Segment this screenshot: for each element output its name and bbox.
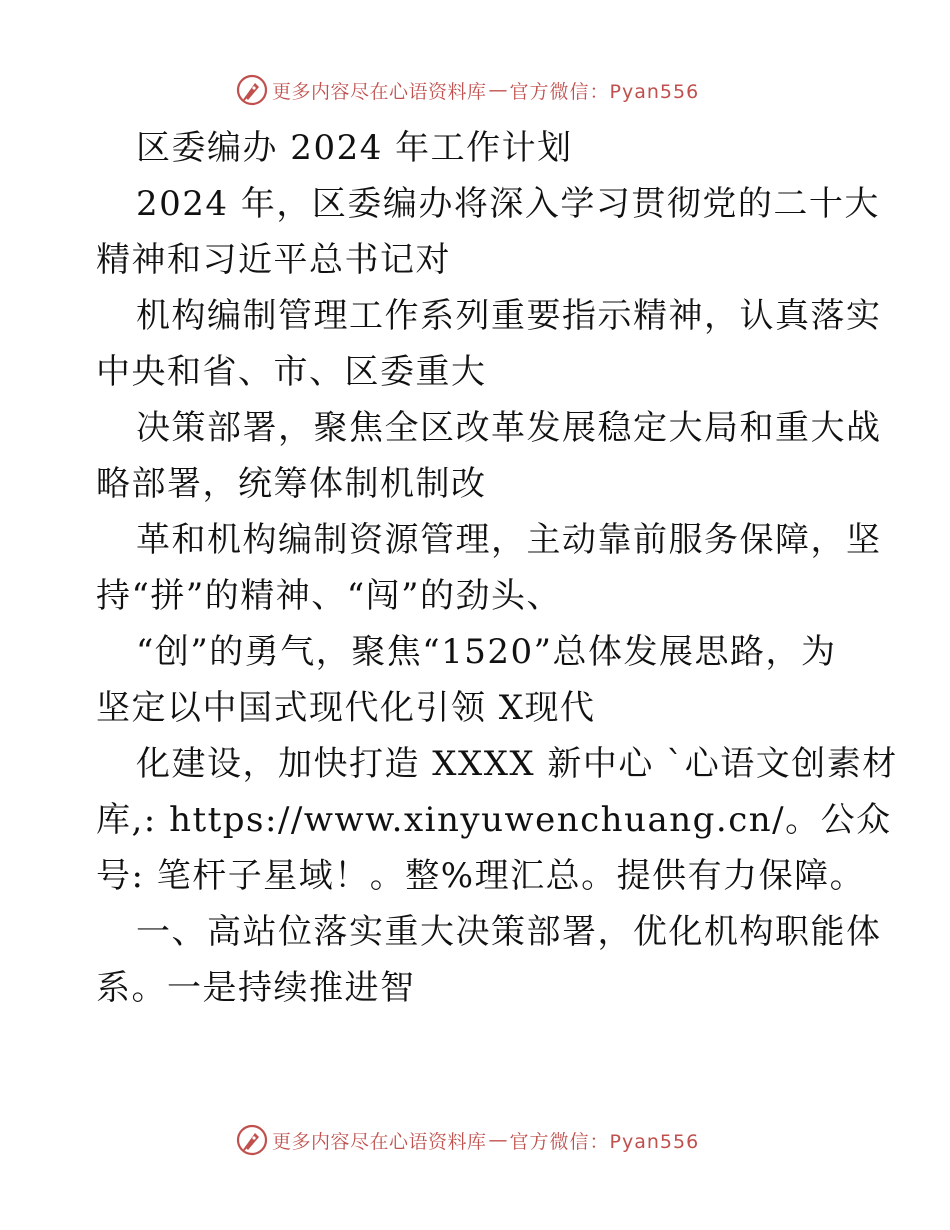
document-body: [96, 120, 898, 1016]
watermark-banner-top: [236, 72, 736, 108]
paragraph-line: “创”的勇气，聚焦“1520”总体发展思路，为: [136, 632, 837, 672]
watermark-banner-bottom: [236, 1122, 736, 1158]
watermark-separator: —: [488, 1129, 508, 1151]
paragraph-line: 中央和省、市、区委重大: [96, 352, 487, 392]
watermark-separator: —: [488, 79, 508, 101]
paragraph-line: 革和机构编制资源管理，主动靠前服务保障，坚: [136, 520, 882, 560]
paragraph-line: 机构编制管理工作系列重要指示精神，认真落实: [136, 296, 882, 336]
document-title: 区委编办 2024 年工作计划: [136, 128, 573, 168]
section-heading-line: 一、高站位落实重大决策部署，优化机构职能体: [136, 912, 882, 952]
paragraph-line: 持“拼”的精神、“闯”的劲头、: [96, 576, 563, 616]
watermark-text: 更多内容尽在心语资料库: [272, 1130, 487, 1153]
paragraph-line: 号: 笔杆子星域！。整%理汇总。提供有力保障。: [96, 856, 866, 896]
paragraph-line: 系。一是持续推进智: [96, 968, 416, 1008]
paragraph-line: 决策部署，聚焦全区改革发展稳定大局和重大战: [136, 408, 882, 448]
watermark-contact: 官方微信：Pyan556: [509, 80, 700, 103]
pen-nib-logo-icon: [236, 1124, 268, 1156]
paragraph-line: 精神和习近平总书记对: [96, 240, 451, 280]
paragraph-line: 略部署，统筹体制机制改: [96, 464, 487, 504]
paragraph-line: 2024 年，区委编办将深入学习贯彻党的二十大: [136, 184, 880, 224]
pen-nib-logo-icon: [236, 74, 268, 106]
watermark-contact: 官方微信：Pyan556: [509, 1130, 700, 1153]
paragraph-line: 化建设，加快打造 XXXX 新中心 `心语文创素材: [136, 744, 898, 784]
paragraph-line: 库,: https://www.xinyuwenchuang.cn/。公众: [96, 800, 892, 840]
watermark-text: 更多内容尽在心语资料库: [272, 80, 487, 103]
paragraph-line: 坚定以中国式现代化引领 X现代: [96, 688, 596, 728]
